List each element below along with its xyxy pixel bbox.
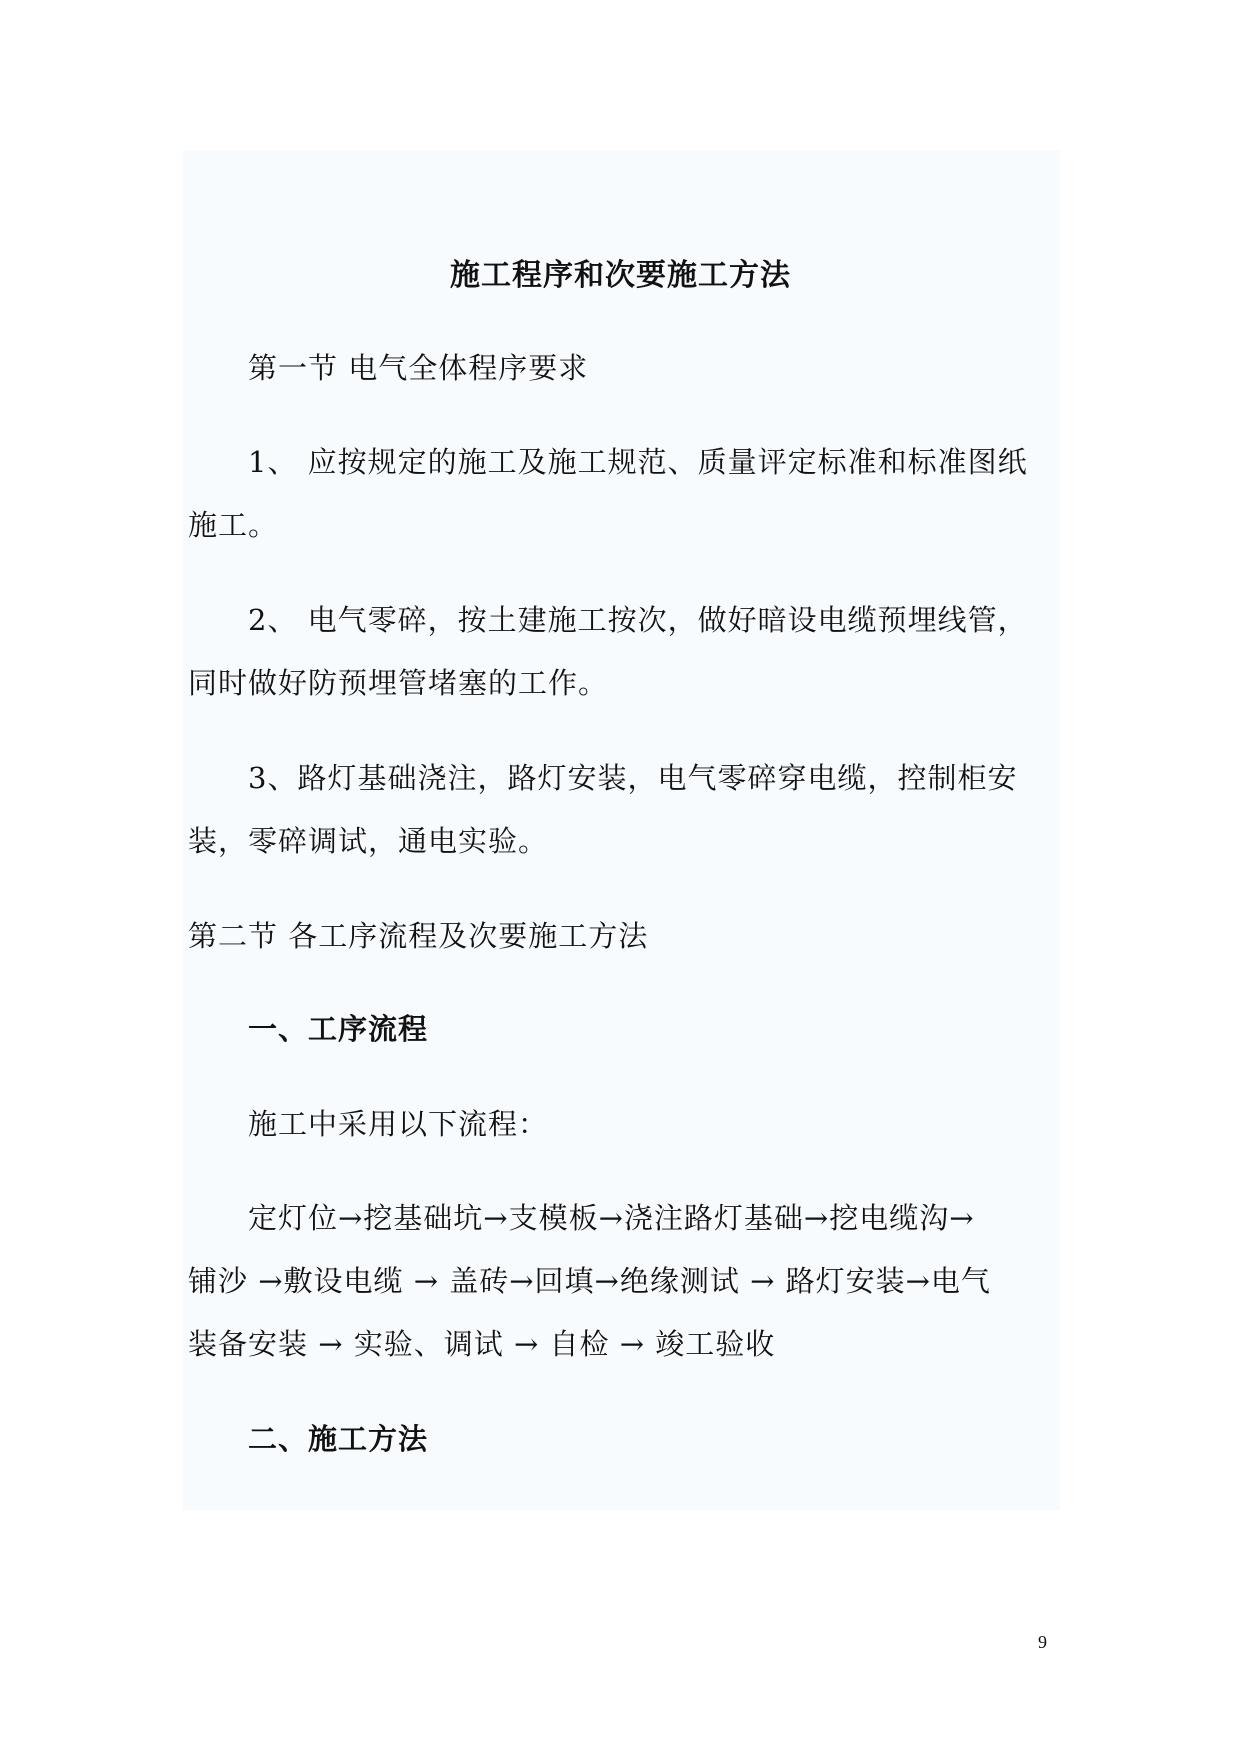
section-heading-1: 第一节 电气全体程序要求 bbox=[248, 351, 589, 385]
list-item-2-line-1: 2、 电气零碎，按土建施工按次，做好暗设电缆预埋线管， bbox=[248, 603, 1028, 637]
list-item-1-line-2: 施工。 bbox=[188, 508, 279, 542]
flow-line-3: 装备安装 → 实验、调试 → 自检 → 竣工验收 bbox=[188, 1327, 776, 1361]
flow-line-2: 铺沙 →敷设电缆 → 盖砖→回填→绝缘测试 → 路灯安装→电气 bbox=[188, 1264, 991, 1298]
flow-line-1: 定灯位→挖基础坑→支模板→浇注路灯基础→挖电缆沟→ bbox=[248, 1201, 975, 1235]
list-item-2-line-2: 同时做好防预埋管堵塞的工作。 bbox=[188, 666, 609, 700]
subheading-process-flow: 一、工序流程 bbox=[248, 1012, 429, 1046]
page-title: 施工程序和次要施工方法 bbox=[450, 258, 791, 293]
list-item-3-line-1: 3、路灯基础浇注，路灯安装，电气零碎穿电缆，控制柜安 bbox=[248, 761, 1018, 795]
flow-intro: 施工中采用以下流程： bbox=[248, 1107, 549, 1141]
section-heading-2: 第二节 各工序流程及次要施工方法 bbox=[188, 919, 649, 953]
list-item-1-line-1: 1、 应按规定的施工及施工规范、质量评定标准和标准图纸 bbox=[248, 445, 1028, 479]
list-item-3-line-2: 装，零碎调试，通电实验。 bbox=[188, 824, 549, 858]
subheading-construction-method: 二、施工方法 bbox=[248, 1422, 429, 1456]
page-number: 9 bbox=[1038, 1632, 1047, 1652]
